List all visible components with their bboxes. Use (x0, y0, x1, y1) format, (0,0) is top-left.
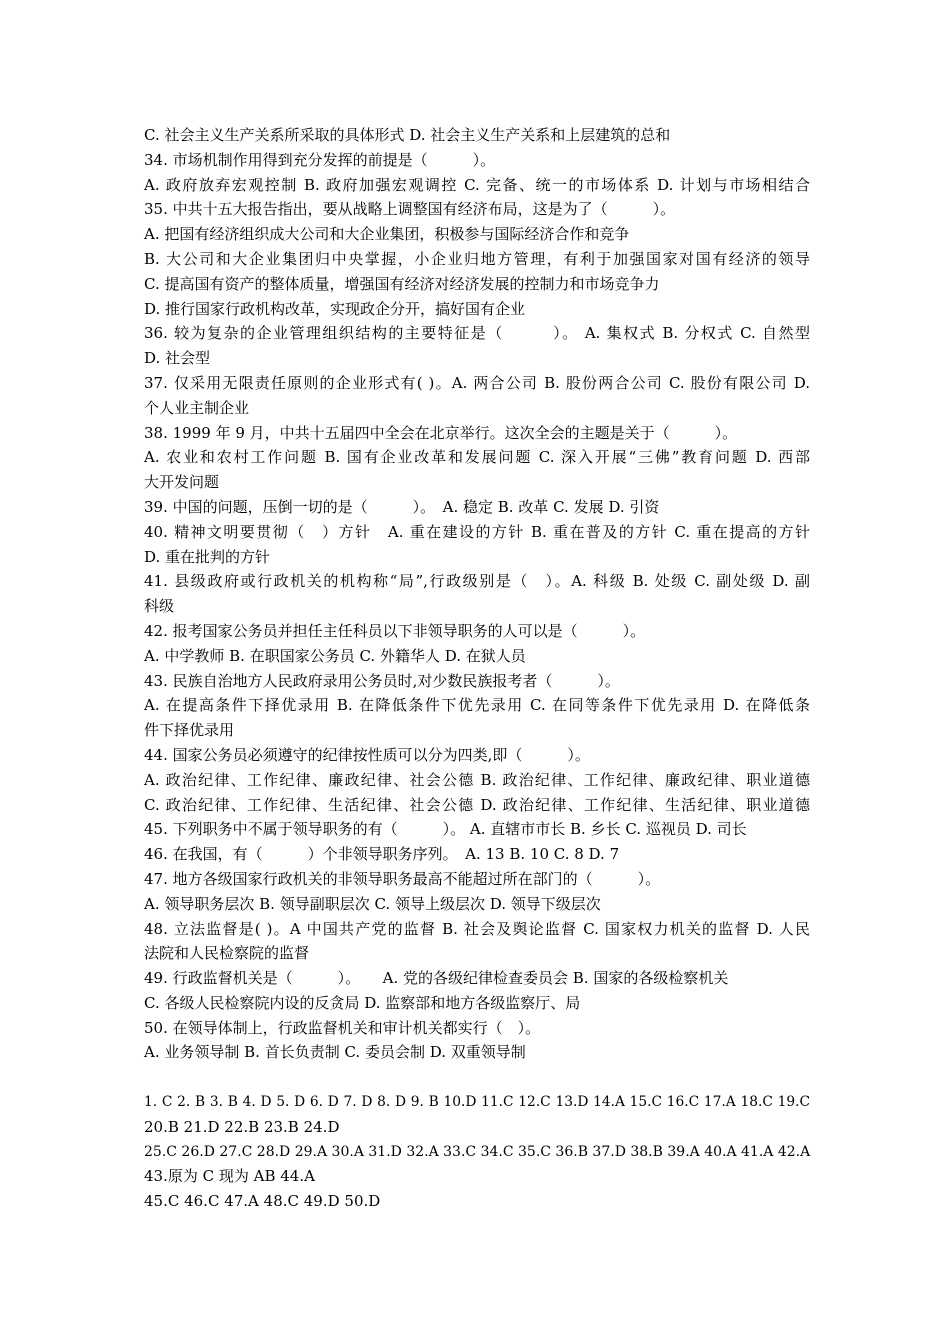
text-line: A. 在提高条件下择优录用 B. 在降低条件下优先录用 C. 在同等条件下优先录用 D. 在降低条 (144, 696, 810, 715)
question-38: 38. 1999 年 9 月，中共十五届四中全会在北京举行。这次全会的主题是关于（ ）。 (144, 423, 738, 442)
text-line: 大开发问题 (144, 473, 220, 492)
text-line: 科级 (144, 597, 175, 616)
question-40: 40. 精神文明要贯彻（ ）方针 A. 重在建设的方针 B. 重在普及的方针 C. 重在提高的方针 (144, 522, 810, 541)
text-line: A. 农业和农村工作问题 B. 国有企业改革和发展问题 C. 深入开展“三佛”教育问题 D. 西部 (144, 448, 810, 467)
text-line: 件下择优录用 (144, 721, 235, 740)
text-line: C. 提高国有资产的整体质量，增强国有经济对经济发展的控制力和市场竞争力 (144, 274, 660, 293)
text-line: A. 把国有经济组织成大公司和大企业集团，积极参与国际经济合作和竞争 (144, 225, 630, 244)
question-37: 37. 仅采用无限责任原则的企业形式有( )。A. 两合公司 B. 股份两合公司 C. 股份有限公司 D. (144, 373, 810, 392)
question-46: 46. 在我国，有（ ）个非领导职务序列。 A. 13 B. 10 C. 8 D. 7 (144, 845, 620, 864)
question-45: 45. 下列职务中不属于领导职务的有（ ）。 A. 直辖市市长 B. 乡长 C. 巡视员 D. 司长 (144, 820, 747, 839)
question-42: 42. 报考国家公务员并担任主任科员以下非领导职务的人可以是（ ）。 (144, 621, 646, 640)
question-47: 47. 地方各级国家行政机关的非领导职务最高不能超过所在部门的（ ）。 (144, 869, 661, 888)
answer-key (144, 1090, 810, 1214)
question-48: 48. 立法监督是( )。A 中国共产党的监督 B. 社会及舆论监督 C. 国家权力机关的监督 D. 人民 (144, 919, 810, 938)
text-line: D. 推行国家行政机构改革，实现政企分开，搞好国有企业 (144, 299, 526, 318)
answer-line: 1. C 2. B 3. B 4. D 5. D 6. D 7. D 8. D 9. B 10.D 11.C 12.C 13.D 14.A 15.C 16.C 17.A 18.C 19.C (144, 1094, 810, 1111)
text-line: D. 社会型 (144, 349, 211, 368)
answer-line: 43.原为 C 现为 AB 44.A (144, 1167, 315, 1186)
answer-line: 45.C 46.C 47.A 48.C 49.D 50.D (144, 1192, 381, 1211)
document-page (144, 123, 810, 1214)
blank-line (144, 1065, 810, 1090)
text-line: 个人业主制企业 (144, 398, 250, 417)
question-50: 50. 在领导体制上，行政监督机关和审计机关都实行（ ）。 (144, 1018, 541, 1037)
text-line: A. 业务领导制 B. 首长负责制 C. 委员会制 D. 双重领导制 (144, 1043, 526, 1062)
question-44: 44. 国家公务员必须遵守的纪律按性质可以分为四类,即（ ）。 (144, 745, 590, 764)
text-line: 法院和人民检察院的监督 (144, 944, 310, 963)
question-49: 49. 行政监督机关是（ ）。 A. 党的各级纪律检查委员会 B. 国家的各级检察机关 (144, 969, 729, 988)
question-39: 39. 中国的问题，压倒一切的是（ ）。 A. 稳定 B. 改革 C. 发展 D. 引资 (144, 497, 660, 516)
text-line: C. 社会主义生产关系所采取的具体形式 D. 社会主义生产关系和上层建筑的总和 (144, 126, 671, 144)
question-36: 36. 较为复杂的企业管理组织结构的主要特征是（ ）。 A. 集权式 B. 分权式 C. 自然型 (144, 324, 810, 343)
text-line: A. 领导职务层次 B. 领导副职层次 C. 领导上级层次 D. 领导下级层次 (144, 894, 601, 913)
text-line: A. 中学教师 B. 在职国家公务员 C. 外籍华人 D. 在狱人员 (144, 646, 526, 665)
question-41: 41. 县级政府或行政机关的机构称“局”,行政级别是（ ）。A. 科级 B. 处级 C. 副处级 D. 副 (144, 572, 810, 591)
text-line: C. 政治纪律、工作纪律、生活纪律、社会公德 D. 政治纪律、工作纪律、生活纪律、职业道德 (144, 795, 810, 814)
question-43: 43. 民族自治地方人民政府录用公务员时,对少数民族报考者（ ）。 (144, 671, 620, 690)
answer-line: 20.B 21.D 22.B 23.B 24.D (144, 1117, 340, 1136)
text-line: A. 政府放弃宏观控制 B. 政府加强宏观调控 C. 完备、统一的市场体系 D. 计划与市场相结合 (144, 175, 810, 194)
text-line: A. 政治纪律、工作纪律、廉政纪律、社会公德 B. 政治纪律、工作纪律、廉政纪律、职业道德 (144, 770, 810, 789)
answer-line: 25.C 26.D 27.C 28.D 29.A 30.A 31.D 32.A 33.C 34.C 35.C 36.B 37.D 38.B 39.A 40.A 41.A 42.A (144, 1143, 811, 1160)
question-35: 35. 中共十五大报告指出，要从战略上调整国有经济布局，这是为了（ ）。 (144, 200, 676, 219)
text-line: D. 重在批判的方针 (144, 547, 271, 566)
question-34: 34. 市场机制作用得到充分发挥的前提是（ ）。 (144, 150, 496, 169)
text-line: C. 各级人民检察院内设的反贪局 D. 监察部和地方各级监察厅、局 (144, 993, 581, 1012)
text-line: B. 大公司和大企业集团归中央掌握，小企业归地方管理，有利于加强国家对国有经济的领导 (144, 249, 810, 268)
